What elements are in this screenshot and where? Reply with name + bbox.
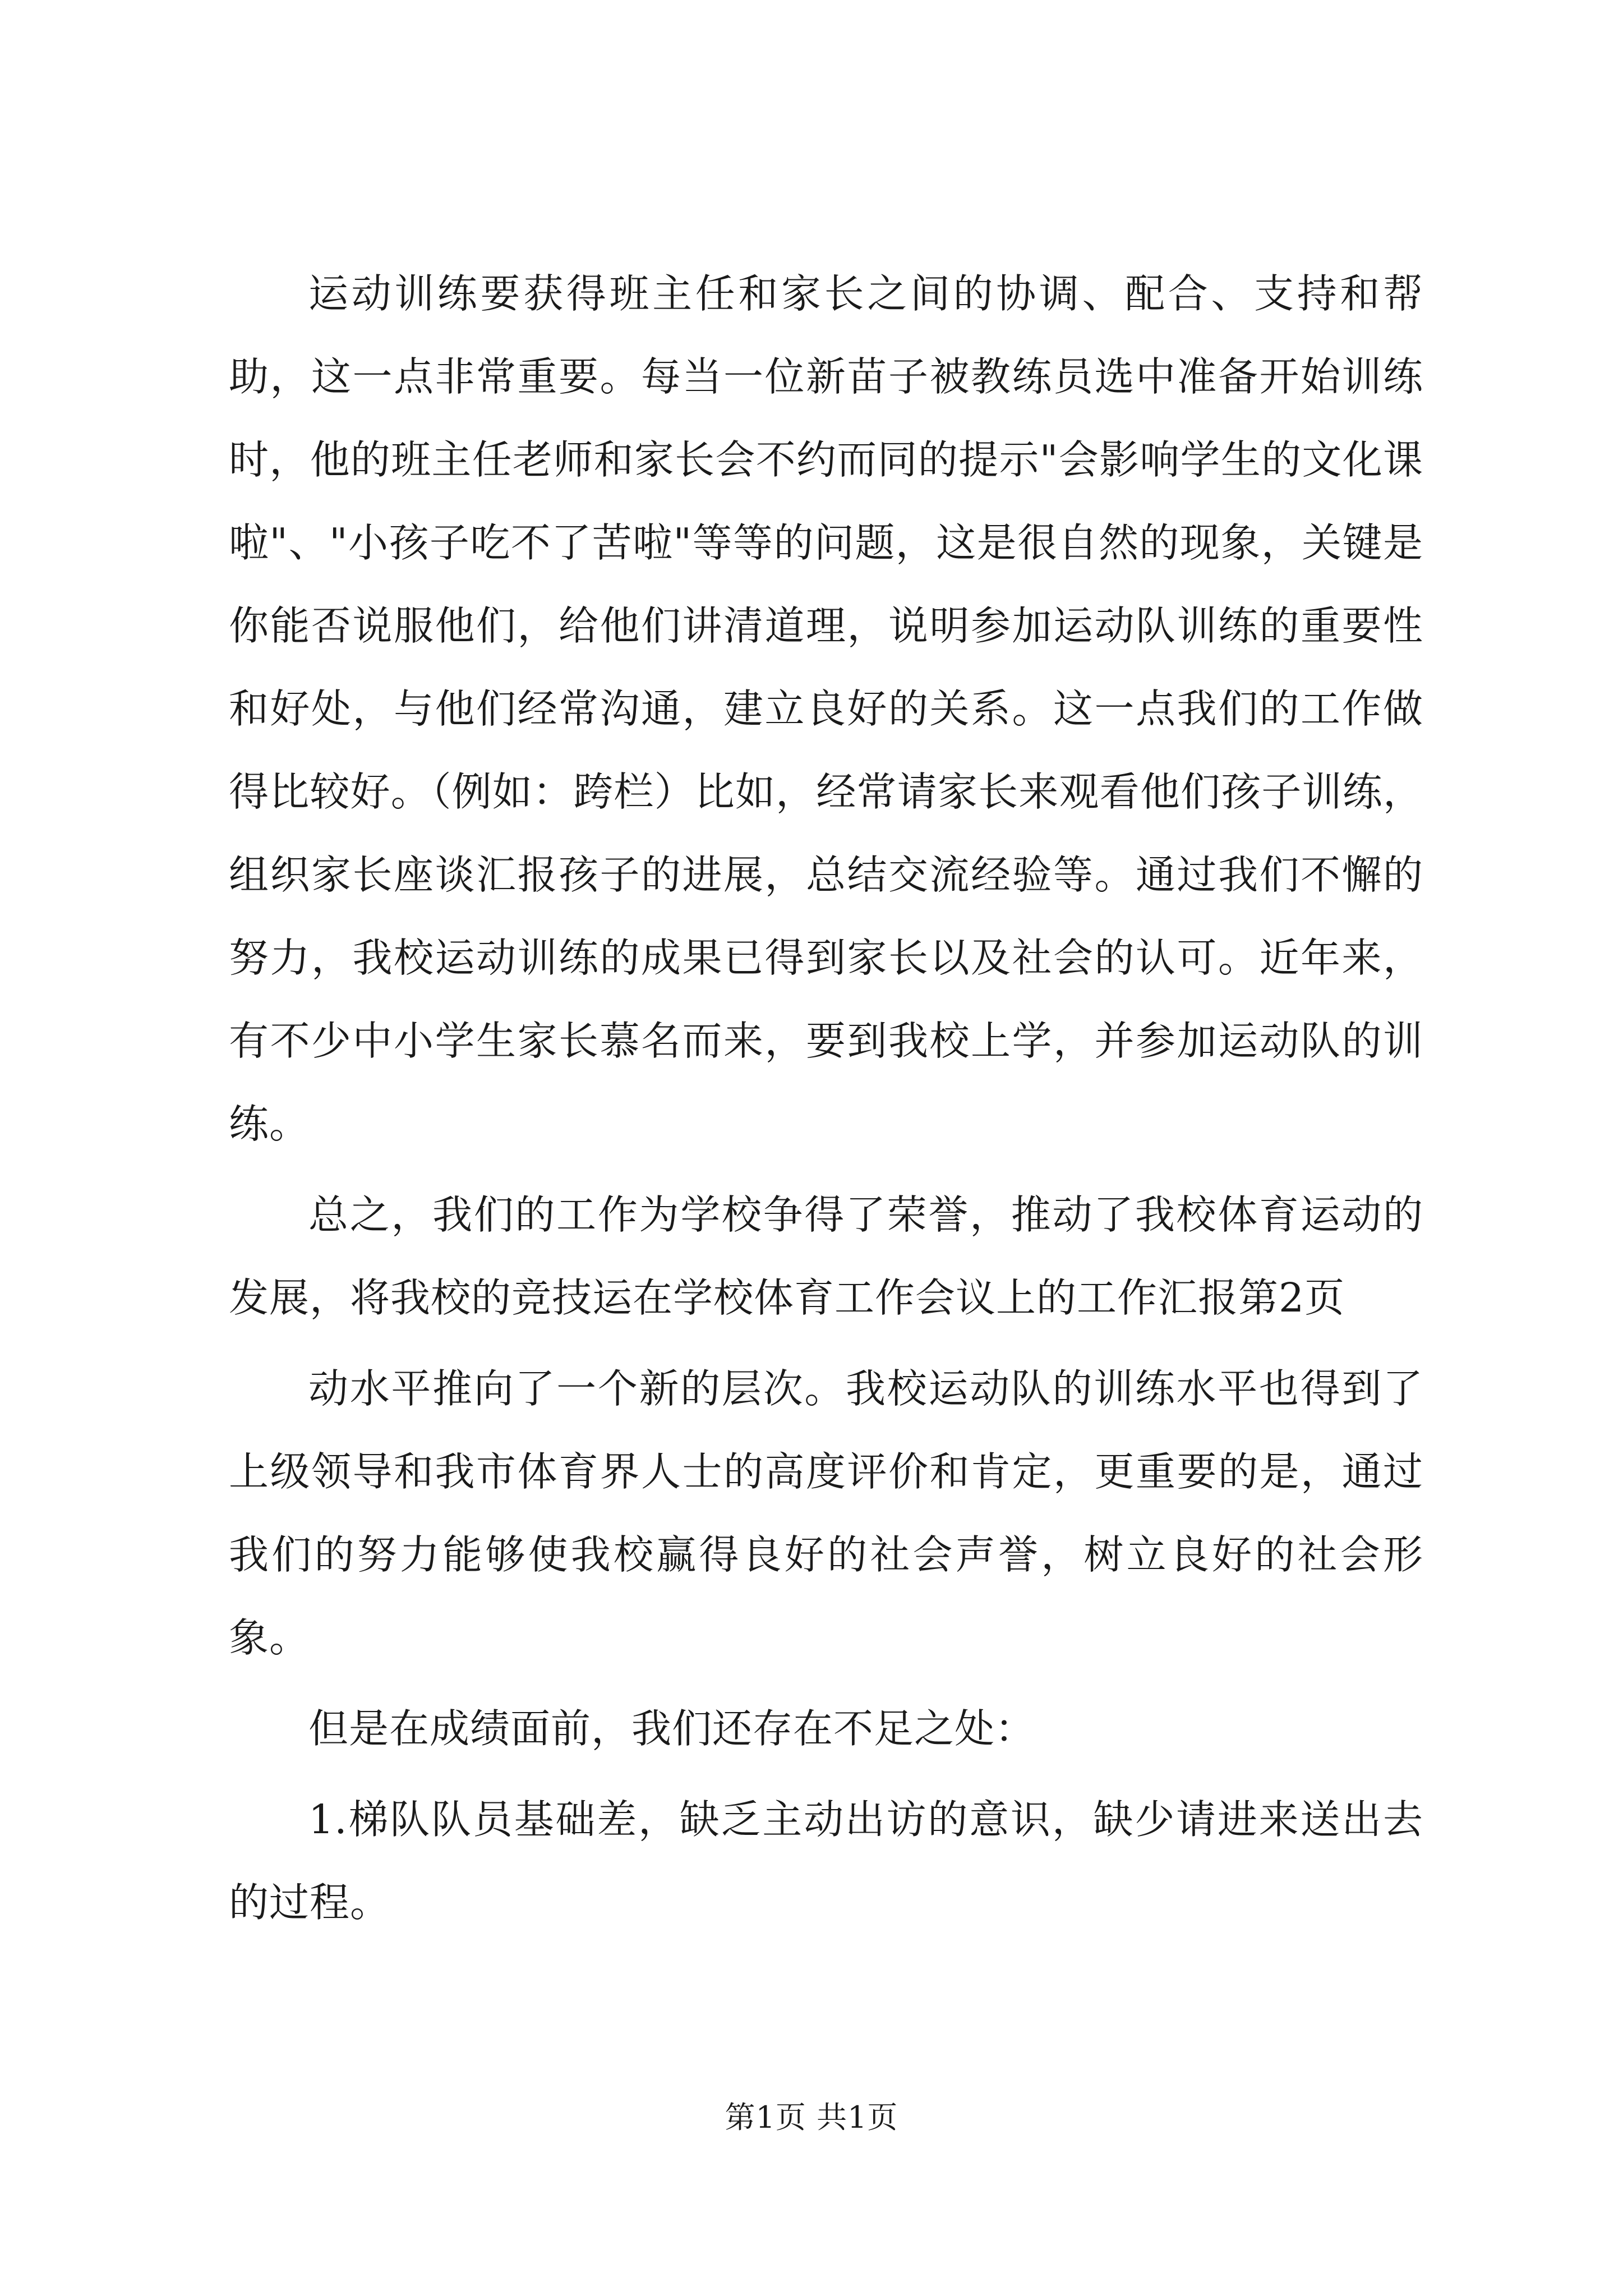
- paragraph-2: 总之，我们的工作为学校争得了荣誉，推动了我校体育运动的发展，将我校的竞技运在学校体育工作会议上的工作汇报第2页: [229, 1191, 1423, 1321]
- page-footer: 第1页 共1页: [725, 2100, 898, 2135]
- paragraph-1: 运动训练要获得班主任和家长之间的协调、配合、支持和帮助，这一点非常重要。每当一位新苗子被教练员选中准备开始训练时，他的班主任老师和家长会不约而同的提示"会影响学生的文化课啦"、"小孩子吃不了苦啦"等等的问题，这是很自然的现象，关键是你能否说服他们，给他们讲清道理，说明参加运动队训练的重要性和好处，与他们经常沟通，建立良好的关系。这一点我们的工作做得比较好。（例如：跨栏）比如，经常请家长来观看他们孩子训练，组织家长座谈汇报孩子的进展，总结交流经验等。通过我们不懈的努力，我校运动训练的成果已得到家长以及社会的认可。近年来，有不少中小学生家长慕名而来，要到我校上学，并参加运动队的训练。: [229, 270, 1423, 1147]
- paragraph-4: 但是在成绩面前，我们还存在不足之处：: [308, 1705, 1036, 1752]
- document-body: [229, 252, 1423, 1952]
- paragraph-3: 动水平推向了一个新的层次。我校运动队的训练水平也得到了上级领导和我市体育界人士的高度评价和肯定，更重要的是，通过我们的努力能够使我校赢得良好的社会声誉，树立良好的社会形象。: [229, 1365, 1423, 1661]
- paragraph-5: 1.梯队队员基础差，缺乏主动出访的意识，缺少请进来送出去的过程。: [229, 1796, 1423, 1926]
